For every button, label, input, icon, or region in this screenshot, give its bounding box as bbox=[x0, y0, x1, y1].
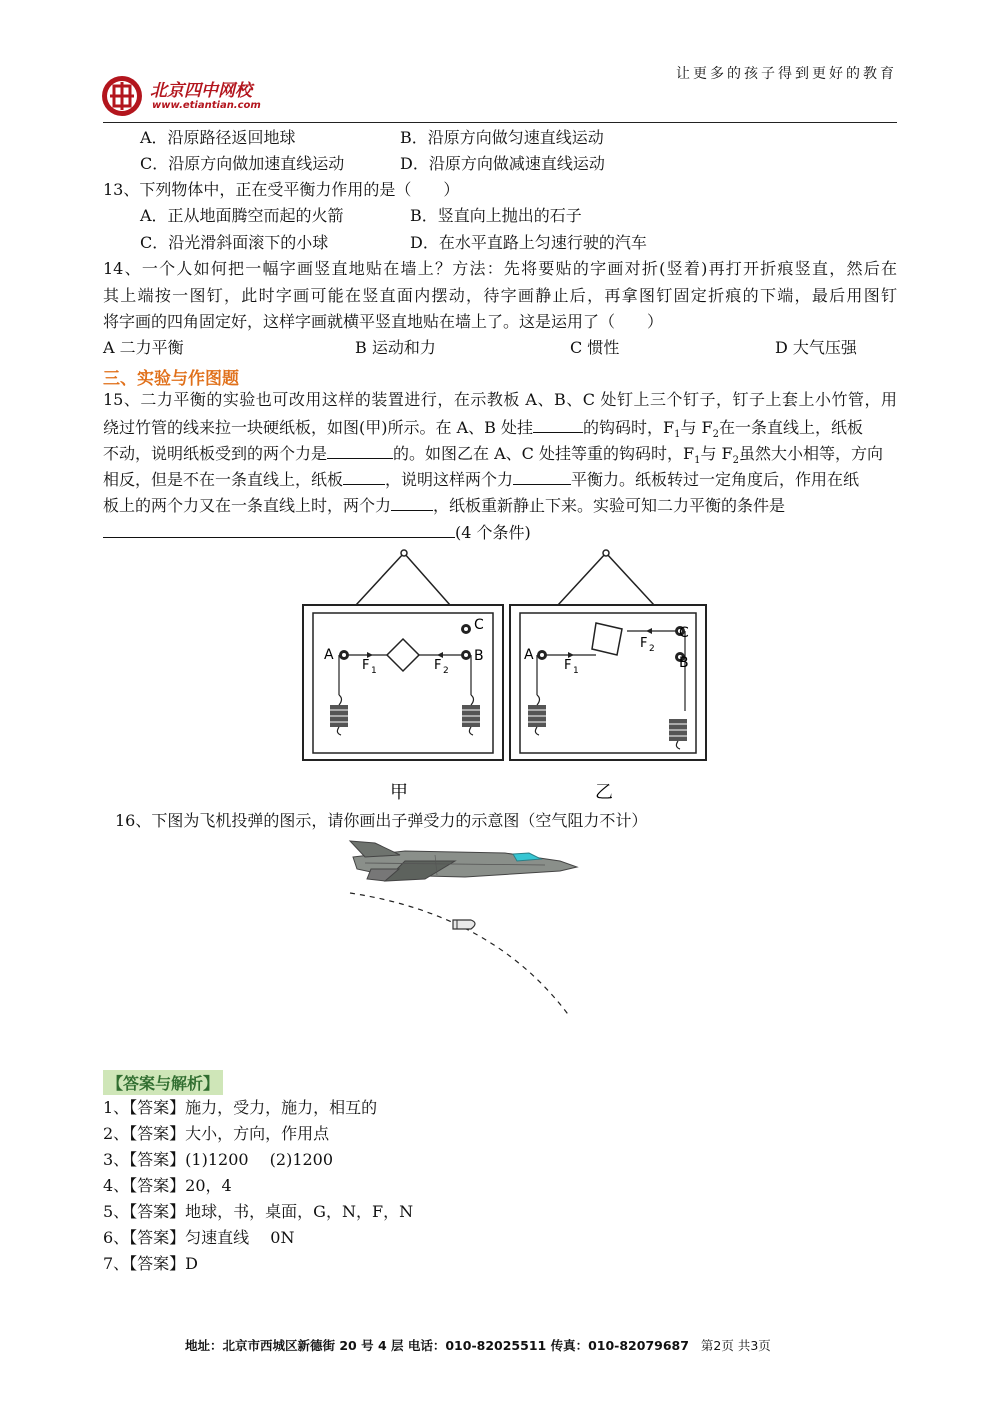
q15-blank-5[interactable] bbox=[391, 494, 433, 511]
label-f1: F bbox=[564, 658, 572, 673]
q15-line-2-text-a: 绕过竹管的线来拉一块硬纸板，如图(甲)所示。在 A、B 处挂 bbox=[103, 418, 533, 437]
q15-blank-3[interactable] bbox=[343, 468, 385, 485]
q15-line-3-text-b: 的。如图乙在 A、C 处挂等重的钩码时，F bbox=[393, 444, 695, 463]
q15-subscript: 1 bbox=[694, 455, 701, 467]
q12-option-a: A．沿原路径返回地球 bbox=[140, 128, 296, 147]
q15-subscript: 2 bbox=[732, 455, 740, 467]
q15-line-2-text-b: 的钩码时，F bbox=[582, 418, 675, 437]
label-c: C bbox=[474, 617, 484, 633]
q15-blank-6[interactable] bbox=[103, 521, 455, 538]
q15-line-4-text-a: 相反，但是不在一条直线上，纸板 bbox=[103, 470, 344, 489]
q14-option-c: C 惯性 bbox=[570, 338, 620, 357]
q13-option-d: D．在水平直路上匀速行驶的汽车 bbox=[410, 233, 647, 252]
q15-line-4 bbox=[103, 468, 897, 490]
q15-blank-1[interactable] bbox=[533, 416, 583, 433]
label-f1-sub: 1 bbox=[573, 666, 579, 676]
answer-item: 6、【答案】匀速直线 0N bbox=[103, 1228, 295, 1247]
logo-emblem-icon bbox=[100, 74, 144, 118]
q12-option-d: D．沿原方向做减速直线运动 bbox=[400, 154, 605, 173]
q15-line-2 bbox=[103, 416, 897, 445]
q12-option-c: C．沿原方向做加速直线运动 bbox=[140, 154, 345, 173]
q14-line-2: 其上端按一图钉，此时字画可能在竖直面内摆动，待字画静止后，再拿图钉固定折痕的下端，最后用图钉 bbox=[103, 286, 897, 305]
q16-stem: 16、下图为飞机投弹的图示，请你画出子弹受力的示意图（空气阻力不计） bbox=[115, 811, 648, 830]
footer-address: 地址：北京市西城区新德街 20 号 4 层 电话：010-82025511 传真：010-82079687 bbox=[185, 1338, 689, 1353]
q15-line-4-text-b: ，说明这样两个力 bbox=[385, 470, 514, 489]
label-b: B bbox=[474, 648, 484, 664]
q15-line-3 bbox=[103, 442, 897, 471]
q14-line-1: 14、一个人如何把一幅字画竖直地贴在墙上？方法：先将要贴的字画对折(竖着)再打开折痕竖直，然后在 bbox=[103, 259, 897, 278]
footer bbox=[185, 1336, 771, 1354]
q15-line-1: 15、二力平衡的实验也可改用这样的装置进行，在示教板 A、B、C 处钉上三个钉子，钉子上套上小竹管，用 bbox=[103, 390, 897, 409]
q15-line-5 bbox=[103, 494, 897, 516]
answer-item: 7、【答案】D bbox=[103, 1254, 199, 1273]
q15-subscript: 2 bbox=[712, 429, 720, 441]
q13-stem: 13、下列物体中，正在受平衡力作用的是（ ） bbox=[103, 180, 460, 199]
q15-line-6 bbox=[103, 521, 531, 543]
caption-jia: 甲 bbox=[390, 782, 408, 803]
label-a: A bbox=[524, 647, 534, 663]
header-slogan: 让更多的孩子得到更好的教育 bbox=[676, 66, 897, 82]
bullet-trajectory bbox=[350, 893, 570, 1017]
q15-line-3-text-d: 虽然大小相等，方向 bbox=[739, 444, 884, 463]
q15-line-5-text-a: 板上的两个力又在一条直线上时，两个力 bbox=[103, 496, 392, 515]
label-f1-sub: 1 bbox=[371, 666, 377, 676]
answer-item: 5、【答案】地球，书，桌面，G，N，F，N bbox=[103, 1202, 414, 1221]
answer-item: 2、【答案】大小，方向，作用点 bbox=[103, 1124, 330, 1143]
footer-page: 第2页 共3页 bbox=[700, 1338, 771, 1353]
label-f2: F bbox=[434, 658, 442, 673]
label-b: B bbox=[679, 655, 689, 671]
q14-option-b: B 运动和力 bbox=[355, 338, 436, 357]
q15-line-2-text-d: 在一条直线上，纸板 bbox=[719, 418, 864, 437]
bullet-icon bbox=[453, 920, 475, 929]
q14-option-a: A 二力平衡 bbox=[103, 338, 184, 357]
section-3-title: 三、实验与作图题 bbox=[103, 369, 239, 389]
q15-line-4-text-c: 平衡力。纸板转过一定角度后，作用在纸 bbox=[571, 470, 860, 489]
q13-option-c: C．沿光滑斜面滚下的小球 bbox=[140, 233, 329, 252]
q15-blank-4[interactable] bbox=[513, 468, 571, 485]
q15-subscript: 1 bbox=[674, 429, 681, 441]
answer-item: 3、【答案】(1)1200 (2)1200 bbox=[103, 1150, 334, 1169]
answers-title: 【答案与解析】 bbox=[103, 1070, 223, 1095]
q15-line-6-text: (4 个条件) bbox=[455, 523, 531, 542]
q15-line-3-text-c: 与 F bbox=[700, 444, 733, 463]
label-a: A bbox=[324, 647, 334, 663]
label-f1: F bbox=[362, 658, 370, 673]
logo-name: 北京四中网校 bbox=[150, 81, 252, 101]
logo bbox=[100, 72, 300, 122]
q13-option-a: A．正从地面腾空而起的火箭 bbox=[140, 206, 344, 225]
label-f2: F bbox=[640, 636, 648, 651]
answer-item: 1、【答案】施力，受力，施力，相互的 bbox=[103, 1098, 378, 1117]
q14-option-d: D 大气压强 bbox=[775, 338, 857, 357]
label-f2-sub: 2 bbox=[443, 666, 449, 676]
logo-url: www.etiantian.com bbox=[152, 100, 261, 111]
label-f2-sub: 2 bbox=[649, 644, 655, 654]
jet-icon bbox=[350, 841, 577, 881]
q15-line-3-text-a: 不动，说明纸板受到的两个力是 bbox=[103, 444, 328, 463]
q15-blank-2[interactable] bbox=[327, 442, 393, 459]
figure-15-diagram bbox=[292, 545, 712, 810]
figure-16-diagram bbox=[345, 835, 605, 1025]
q12-option-b: B．沿原方向做匀速直线运动 bbox=[400, 128, 604, 147]
q15-line-5-text-b: ，纸板重新静止下来。实验可知二力平衡的条件是 bbox=[433, 496, 786, 515]
caption-yi: 乙 bbox=[595, 782, 613, 803]
q14-line-3: 将字画的四角固定好，这样字画就横平竖直地贴在墙上了。这是运用了（ ） bbox=[103, 312, 664, 331]
header-divider bbox=[103, 122, 897, 123]
label-c: C bbox=[679, 625, 689, 641]
q15-line-2-text-c: 与 F bbox=[680, 418, 713, 437]
answer-item: 4、【答案】20，4 bbox=[103, 1176, 232, 1195]
q13-option-b: B．竖直向上抛出的石子 bbox=[410, 206, 582, 225]
